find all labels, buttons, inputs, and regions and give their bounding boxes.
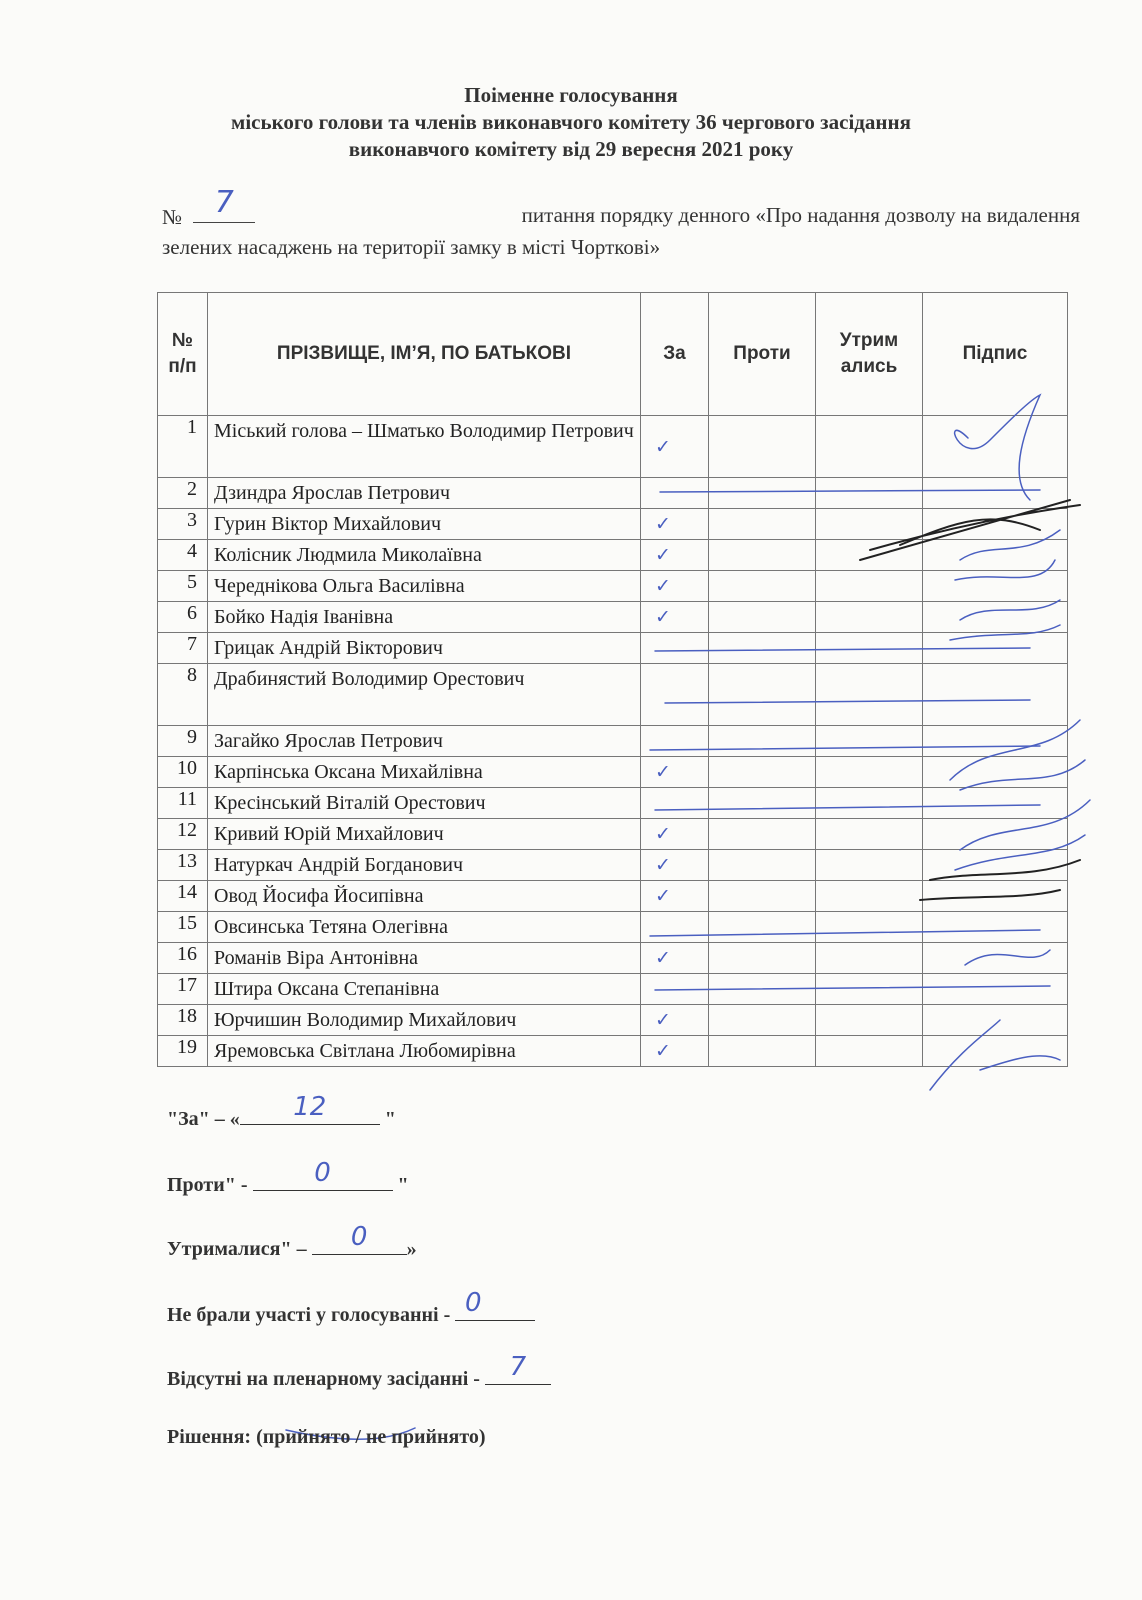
vote-against-cell [709,819,816,850]
signature-cell [923,602,1068,633]
member-name: Бойко Надія Іванівна [208,602,641,633]
summary-not-voted [167,1288,535,1327]
member-name: Овсинська Тетяна Олегівна [208,912,641,943]
vote-for-mark: ✓ [641,757,709,788]
vote-against-cell [709,1005,816,1036]
table-row [158,819,1068,850]
row-number: 18 [158,1005,208,1036]
vote-for-mark: ✓ [641,571,709,602]
signature-cell [923,1005,1068,1036]
vote-abstain-cell [816,974,923,1005]
table-row [158,850,1068,881]
vote-abstain-cell [816,943,923,974]
vote-against-cell [709,633,816,664]
signature-cell [923,571,1068,602]
summary-abstain-end: » [406,1238,417,1260]
vote-for-mark: ✓ [641,416,709,478]
row-number: 9 [158,726,208,757]
vote-for-mark [641,633,709,664]
title-line-1: Поіменне голосування [464,83,678,107]
summary-against-value: 0 [314,1158,331,1188]
row-number: 6 [158,602,208,633]
vote-against-cell [709,664,816,726]
signature-cell [923,1036,1068,1067]
member-name: Колісник Людмила Миколаївна [208,540,641,571]
vote-for-mark [641,788,709,819]
summary-for [167,1092,396,1131]
vote-against-cell [709,757,816,788]
decision-accepted: прийнято [262,1426,351,1448]
table-row [158,540,1068,571]
table-row [158,788,1068,819]
decision-rest: / не прийнято) [350,1426,486,1448]
vote-for-mark: ✓ [641,943,709,974]
summary-decision [167,1426,486,1449]
row-number: 4 [158,540,208,571]
member-name: Загайко Ярослав Петрович [208,726,641,757]
signature-cell [923,974,1068,1005]
table-row [158,912,1068,943]
signature-cell [923,726,1068,757]
vote-against-cell [709,881,816,912]
vote-abstain-cell [816,416,923,478]
signature-cell [923,633,1068,664]
table-row [158,478,1068,509]
title-line-2: міського голови та членів виконавчого комітету 36 чергового засідання [231,110,911,134]
member-name: Яремовська Світлана Любомирівна [208,1036,641,1067]
vote-for-mark: ✓ [641,1005,709,1036]
summary-against-field [253,1158,393,1191]
summary-abstain-label: Утрималися" – [167,1238,307,1260]
table-row [158,1036,1068,1067]
vote-abstain-cell [816,819,923,850]
vote-against-cell [709,850,816,881]
summary-abstain-field [312,1222,407,1255]
signature-cell [923,509,1068,540]
member-name: Міський голова – Шматько Володимир Петрович [208,416,641,478]
summary-against-end: " [397,1174,409,1196]
vote-for-mark [641,974,709,1005]
vote-for-mark: ✓ [641,540,709,571]
vote-abstain-cell [816,540,923,571]
signature-cell [923,416,1068,478]
vote-abstain-cell [816,664,923,726]
member-name: Грицак Андрій Вікторович [208,633,641,664]
table-row [158,416,1068,478]
vote-against-cell [709,974,816,1005]
header-signature: Підпис [923,293,1068,416]
vote-abstain-cell [816,757,923,788]
summary-absent-field [485,1352,551,1385]
vote-against-cell [709,416,816,478]
vote-abstain-cell [816,726,923,757]
summary-absent-value: 7 [509,1352,527,1382]
vote-for-mark [641,726,709,757]
member-name: Романів Віра Антонівна [208,943,641,974]
header-for: За [641,293,709,416]
vote-for-mark: ✓ [641,850,709,881]
signature-cell [923,819,1068,850]
summary-abstain [167,1222,417,1261]
signature-cell [923,912,1068,943]
table-row [158,757,1068,788]
vote-against-cell [709,1036,816,1067]
vote-against-cell [709,540,816,571]
vote-abstain-cell [816,509,923,540]
summary-absent-label: Відсутні на пленарному засіданні - [167,1368,480,1390]
table-row [158,509,1068,540]
summary-abstain-value: 0 [350,1222,368,1252]
vote-abstain-cell [816,881,923,912]
summary-against-label: Проти" - [167,1174,248,1196]
row-number: 11 [158,788,208,819]
member-name: Натуркач Андрій Богданович [208,850,641,881]
summary-for-value: 12 [293,1092,327,1122]
row-number: 1 [158,416,208,478]
header-abstain: Утрим ались [816,293,923,416]
agenda-question [162,185,1080,262]
table-row [158,664,1068,726]
member-name: Овод Йосифа Йосипівна [208,881,641,912]
signature-cell [923,478,1068,509]
table-row [158,943,1068,974]
vote-against-cell [709,478,816,509]
question-number: 7 [214,185,234,220]
summary-for-end: " [384,1108,396,1130]
summary-not-voted-value: 0 [464,1288,482,1318]
row-number: 3 [158,509,208,540]
header-name: ПРІЗВИЩЕ, ІМ’Я, ПО БАТЬКОВІ [208,293,641,416]
vote-for-mark: ✓ [641,881,709,912]
member-name: Юрчишин Володимир Михайлович [208,1005,641,1036]
member-name: Драбинястий Володимир Орестович [208,664,641,726]
summary-not-voted-label: Не брали участі у голосуванні - [167,1304,451,1326]
member-name: Кресінський Віталій Орестович [208,788,641,819]
member-name: Дзиндра Ярослав Петрович [208,478,641,509]
table-row [158,974,1068,1005]
summary-against [167,1158,409,1197]
vote-abstain-cell [816,602,923,633]
row-number: 17 [158,974,208,1005]
question-text-line-2: зелених насаджень на території замку в місті Чорткові» [162,235,661,259]
header-against: Проти [709,293,816,416]
member-name: Гурин Віктор Михайлович [208,509,641,540]
question-number-prefix: № [162,205,183,229]
signature-cell [923,850,1068,881]
question-number-field [193,185,255,223]
vote-for-mark: ✓ [641,509,709,540]
summary-absent [167,1352,551,1391]
signature-cell [923,788,1068,819]
row-number: 19 [158,1036,208,1067]
summary-not-voted-field [455,1288,535,1321]
table-row [158,571,1068,602]
row-number: 13 [158,850,208,881]
row-number: 15 [158,912,208,943]
vote-abstain-cell [816,571,923,602]
member-name: Череднікова Ольга Василівна [208,571,641,602]
signature-cell [923,943,1068,974]
row-number: 2 [158,478,208,509]
decision-label: Рішення: ( [167,1426,263,1448]
row-number: 7 [158,633,208,664]
signature-cell [923,757,1068,788]
vote-against-cell [709,788,816,819]
signature-cell [923,664,1068,726]
header-num: № п/п [158,293,208,416]
vote-against-cell [709,726,816,757]
vote-abstain-cell [816,1005,923,1036]
vote-abstain-cell [816,478,923,509]
vote-against-cell [709,602,816,633]
summary-for-label: "За" – « [167,1108,240,1130]
member-name: Кривий Юрій Михайлович [208,819,641,850]
table-header-row [158,293,1068,416]
table-row [158,881,1068,912]
vote-abstain-cell [816,633,923,664]
vote-abstain-cell [816,788,923,819]
signature-cell [923,540,1068,571]
signature-cell [923,881,1068,912]
member-name: Карпінська Оксана Михайлівна [208,757,641,788]
table-row [158,633,1068,664]
row-number: 14 [158,881,208,912]
question-text-line-1: питання порядку денного «Про надання дозволу на видалення [521,203,1080,227]
voting-table [157,292,1068,1067]
vote-for-mark: ✓ [641,819,709,850]
vote-for-mark [641,664,709,726]
vote-against-cell [709,509,816,540]
row-number: 5 [158,571,208,602]
vote-abstain-cell [816,912,923,943]
row-number: 8 [158,664,208,726]
vote-against-cell [709,943,816,974]
row-number: 16 [158,943,208,974]
vote-for-mark [641,912,709,943]
vote-for-mark [641,478,709,509]
vote-against-cell [709,571,816,602]
table-row [158,1005,1068,1036]
document-title [0,82,1142,163]
vote-for-mark: ✓ [641,602,709,633]
summary-for-field [240,1092,380,1125]
row-number: 10 [158,757,208,788]
row-number: 12 [158,819,208,850]
member-name: Штира Оксана Степанівна [208,974,641,1005]
table-row [158,726,1068,757]
vote-for-mark: ✓ [641,1036,709,1067]
vote-abstain-cell [816,850,923,881]
table-row [158,602,1068,633]
title-line-3: виконавчого комітету від 29 вересня 2021 року [348,137,794,161]
vote-abstain-cell [816,1036,923,1067]
vote-against-cell [709,912,816,943]
